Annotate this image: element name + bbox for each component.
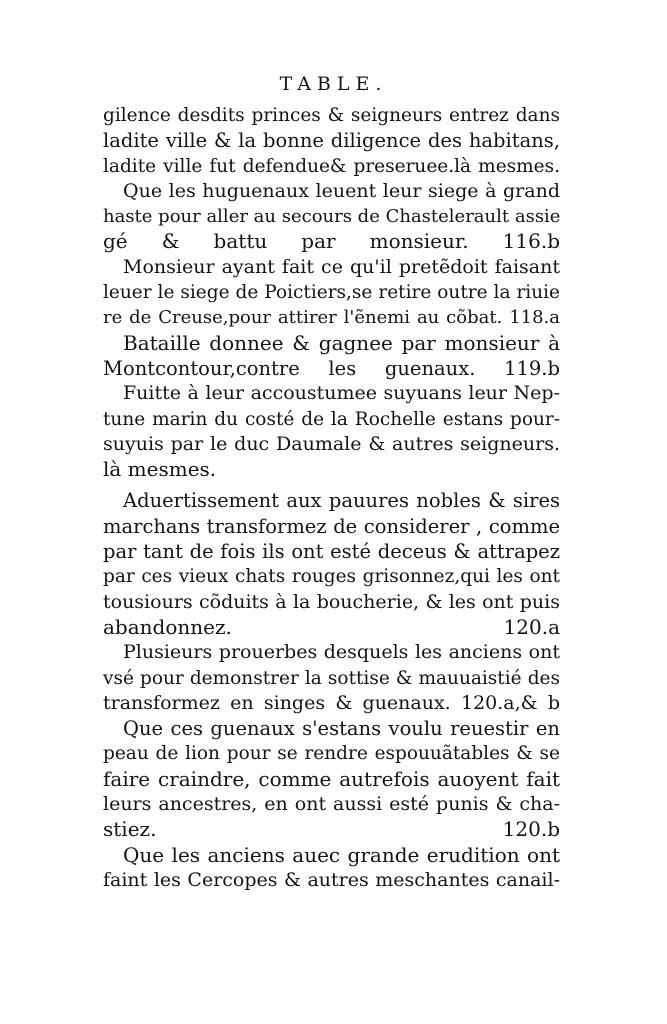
text-line: vsé pour demonstrer la sottise & mauuaistié des bbox=[103, 667, 560, 689]
text-line: suyuis par le duc Daumale & autres seigneurs. bbox=[103, 432, 560, 455]
text-line: faire craindre, comme autrefois auoyent fait bbox=[103, 766, 560, 791]
text-line: Que ces guenaux s'estans voulu reuestir en bbox=[123, 717, 560, 741]
text-line: Fuitte à leur accoustumee suyuans leur Nep- bbox=[123, 382, 560, 405]
text-line: gé & battu par monsieur. 116.b bbox=[103, 229, 560, 254]
text-line: faint les Cercopes & autres meschantes canail- bbox=[103, 868, 560, 891]
text-line: Bataille donnee & gagnee par monsieur à bbox=[123, 330, 560, 355]
text-line: leurs ancestres, en ont aussi esté punis & cha- bbox=[103, 793, 560, 816]
text-line: leuer le siege de Poictiers,se retire outre la riuie bbox=[103, 282, 560, 304]
text-line: marchans transformez de considerer , comme bbox=[103, 514, 560, 538]
text-line: re de Creuse,pour attirer l'ẽnemi au cõbat. 118.a bbox=[103, 307, 560, 329]
text-line: Montcontour,contre les guenaux. 119.b bbox=[103, 356, 560, 380]
text-line: Monsieur ayant fait ce qu'il pretẽdoit faisant bbox=[123, 255, 560, 278]
text-line: Que les anciens auec grande erudition ont bbox=[123, 842, 560, 867]
text-line: là mesmes. bbox=[103, 457, 217, 482]
text-line: haste pour aller au secours de Chastelerault assie bbox=[103, 206, 561, 228]
text-line: ladite ville fut defendue& preseruee.là mesmes. bbox=[103, 155, 560, 177]
index-entries bbox=[103, 103, 560, 893]
text-line: Que les huguenaux leuent leur siege à grand bbox=[123, 179, 560, 202]
text-line: tousiours cõduits à la boucherie, & les ont puis bbox=[103, 590, 560, 613]
text-line: peau de lion pour se rendre espouuãtables & se bbox=[103, 743, 560, 765]
text-line: abandonnez. 120.a bbox=[103, 614, 560, 639]
text-line: par ces vieux chats rouges grisonnez,qui les ont bbox=[103, 566, 560, 588]
text-line: Aduertissement aux pauures nobles & sires bbox=[123, 489, 560, 513]
text-line: transformez en singes & guenaux. 120.a,& b bbox=[103, 691, 560, 714]
text-line: stiez. 120.b bbox=[103, 817, 560, 842]
text-line: gilence desdits princes & seigneurs entrez dans bbox=[103, 105, 560, 126]
text-line: par tant de fois ils ont esté deceus & attrapez bbox=[103, 540, 560, 564]
running-head: TABLE. bbox=[279, 73, 388, 95]
text-line: Plusieurs prouerbes desquels les anciens ont bbox=[123, 641, 560, 664]
text-line: ladite ville & la bonne diligence des habitans, bbox=[103, 129, 560, 153]
text-line: tune marin du costé de la Rochelle estans pour- bbox=[103, 408, 560, 430]
